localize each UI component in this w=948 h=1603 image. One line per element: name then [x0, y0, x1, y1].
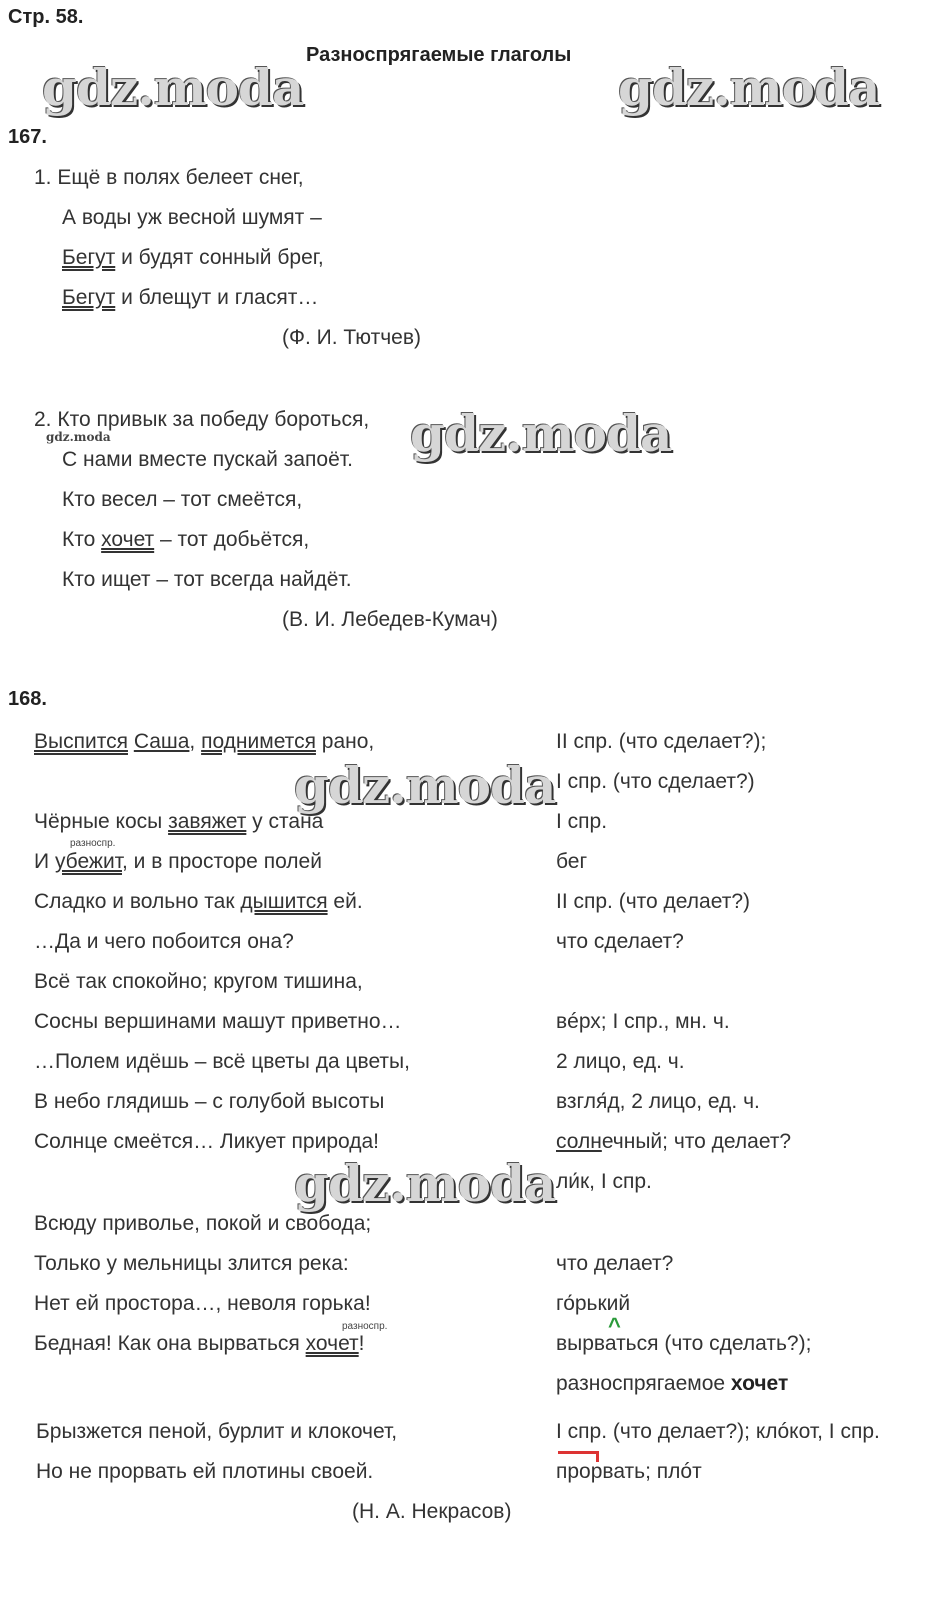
predicate-word: Выспится: [34, 730, 128, 753]
poem-line: [34, 890, 363, 914]
poem-line: Солнце смеётся… Ликует природа!: [34, 1130, 380, 1153]
root-marked: солн: [556, 1130, 602, 1153]
watermark-logo: gdz.moda: [618, 58, 880, 117]
predicate-word: Бегут: [62, 246, 116, 269]
grammar-note: взгля́д, 2 лицо, ед. ч.: [556, 1090, 760, 1113]
predicate-word: хочет: [305, 1332, 359, 1355]
page-reference: Стр. 58.: [8, 6, 84, 28]
poem-line: А воды уж весной шумят –: [62, 206, 322, 229]
line-text: Чёрные косы: [34, 810, 169, 833]
annotation-label: разноспр.: [70, 838, 116, 849]
poem-line: [62, 286, 318, 310]
predicate-word: поднимется: [201, 730, 316, 753]
grammar-note: I спр.: [556, 810, 608, 833]
grammar-note: прорвать; плóт: [556, 1460, 702, 1483]
poem-line: Всюду приволье, покой и свобода;: [34, 1212, 372, 1235]
caret-mark-icon: ^: [608, 1313, 621, 1338]
annotation-label: разноспр.: [342, 1321, 388, 1332]
line-text: Сладко и вольно так: [34, 890, 241, 913]
exercise-number: 168.: [8, 688, 47, 710]
predicate-word: Бегут: [62, 286, 116, 309]
poem-line: Только у мельницы злится река:: [34, 1252, 349, 1275]
line-text: И: [34, 850, 55, 873]
line-text: ей.: [327, 890, 363, 913]
line-text: ,: [189, 730, 202, 753]
poem-line: [62, 528, 309, 552]
poem-line: [34, 850, 322, 874]
poem-line: [34, 730, 374, 754]
exercise-number: 167.: [8, 126, 47, 148]
poem-line: 2. Кто привык за победу бороться,: [34, 408, 370, 431]
line-text: рано,: [315, 730, 375, 753]
note-text: разноспрягаемое: [556, 1372, 731, 1395]
poem-author: (В. И. Лебедев-Кумач): [282, 608, 498, 631]
grammar-note: I спр. (что делает?); клóкот, I спр.: [556, 1420, 880, 1443]
line-text: Кто: [62, 528, 102, 551]
predicate-word: хочет: [101, 528, 155, 551]
poem-line: Нет ей простора…, неволя горька!: [34, 1292, 371, 1315]
poem-line: Всё так спокойно; кругом тишина,: [34, 970, 363, 993]
grammar-note: [556, 1372, 788, 1396]
grammar-note: вéрх; I спр., мн. ч.: [556, 1010, 730, 1033]
grammar-note: го́рький: [556, 1292, 631, 1315]
grammar-note: II спр. (что делает?): [556, 890, 750, 913]
line-text: !: [358, 1332, 365, 1355]
line-text: – тот добьётся,: [154, 528, 310, 551]
predicate-word: убежит: [54, 850, 122, 873]
line-text: Бедная! Как она вырваться: [34, 1332, 306, 1355]
poem-line: …Полем идёшь – всё цветы да цветы,: [34, 1050, 410, 1073]
watermark-logo: gdz.moda: [410, 404, 672, 463]
watermark-logo: gdz.moda: [42, 58, 304, 117]
poem-author: (Н. А. Некрасов): [352, 1500, 512, 1523]
poem-line: 1. Ещё в полях белеет снег,: [34, 166, 304, 189]
poem-line: [34, 1332, 365, 1356]
poem-line: Брызжется пеной, бурлит и клокочет,: [36, 1420, 398, 1443]
poem-line: [34, 810, 323, 834]
poem-line: Но не прорвать ей плотины своей.: [36, 1460, 374, 1483]
poem-author: (Ф. И. Тютчев): [282, 326, 421, 349]
watermark-logo: gdz.moda: [294, 756, 556, 815]
subject-word: Саша: [133, 730, 190, 753]
poem-line: В небо глядишь – с голубой высоты: [34, 1090, 385, 1113]
poem-line: Кто ищет – тот всегда найдёт.: [62, 568, 352, 591]
grammar-note: 2 лицо, ед. ч.: [556, 1050, 685, 1073]
note-text: ечный; что делает?: [601, 1130, 792, 1153]
grammar-note: вырваться (что сделать?);: [556, 1332, 812, 1355]
grammar-note: [556, 1130, 791, 1154]
line-text: и блещут и гласят…: [115, 286, 319, 309]
grammar-note: II спр. (что сделает?);: [556, 730, 767, 753]
poem-line: …Да и чего побоится она?: [34, 930, 294, 953]
page-title: Разноспрягаемые глаголы: [306, 44, 572, 66]
line-text: , и в просторе полей: [121, 850, 322, 873]
poem-line: [62, 246, 324, 270]
grammar-note: что делает?: [556, 1252, 674, 1275]
line-text: и будят сонный брег,: [115, 246, 324, 269]
predicate-word: завяжет: [168, 810, 247, 833]
poem-line: Кто весел – тот смеётся,: [62, 488, 303, 511]
grammar-note: что сделает?: [556, 930, 684, 953]
predicate-word: дышится: [240, 890, 328, 913]
poem-line: Сосны вершинами машут приветно…: [34, 1010, 402, 1033]
grammar-note: I спр. (что сделает?): [556, 770, 755, 793]
watermark-small: gdz.moda: [46, 430, 111, 444]
grammar-note: бег: [556, 850, 588, 873]
line-text: у стана: [246, 810, 324, 833]
watermark-logo: gdz.moda: [294, 1154, 556, 1213]
grammar-note: ли́к, I спр.: [556, 1170, 652, 1193]
poem-line: С нами вместе пускай запоёт.: [62, 448, 353, 471]
bold-word: хочет: [730, 1372, 789, 1395]
